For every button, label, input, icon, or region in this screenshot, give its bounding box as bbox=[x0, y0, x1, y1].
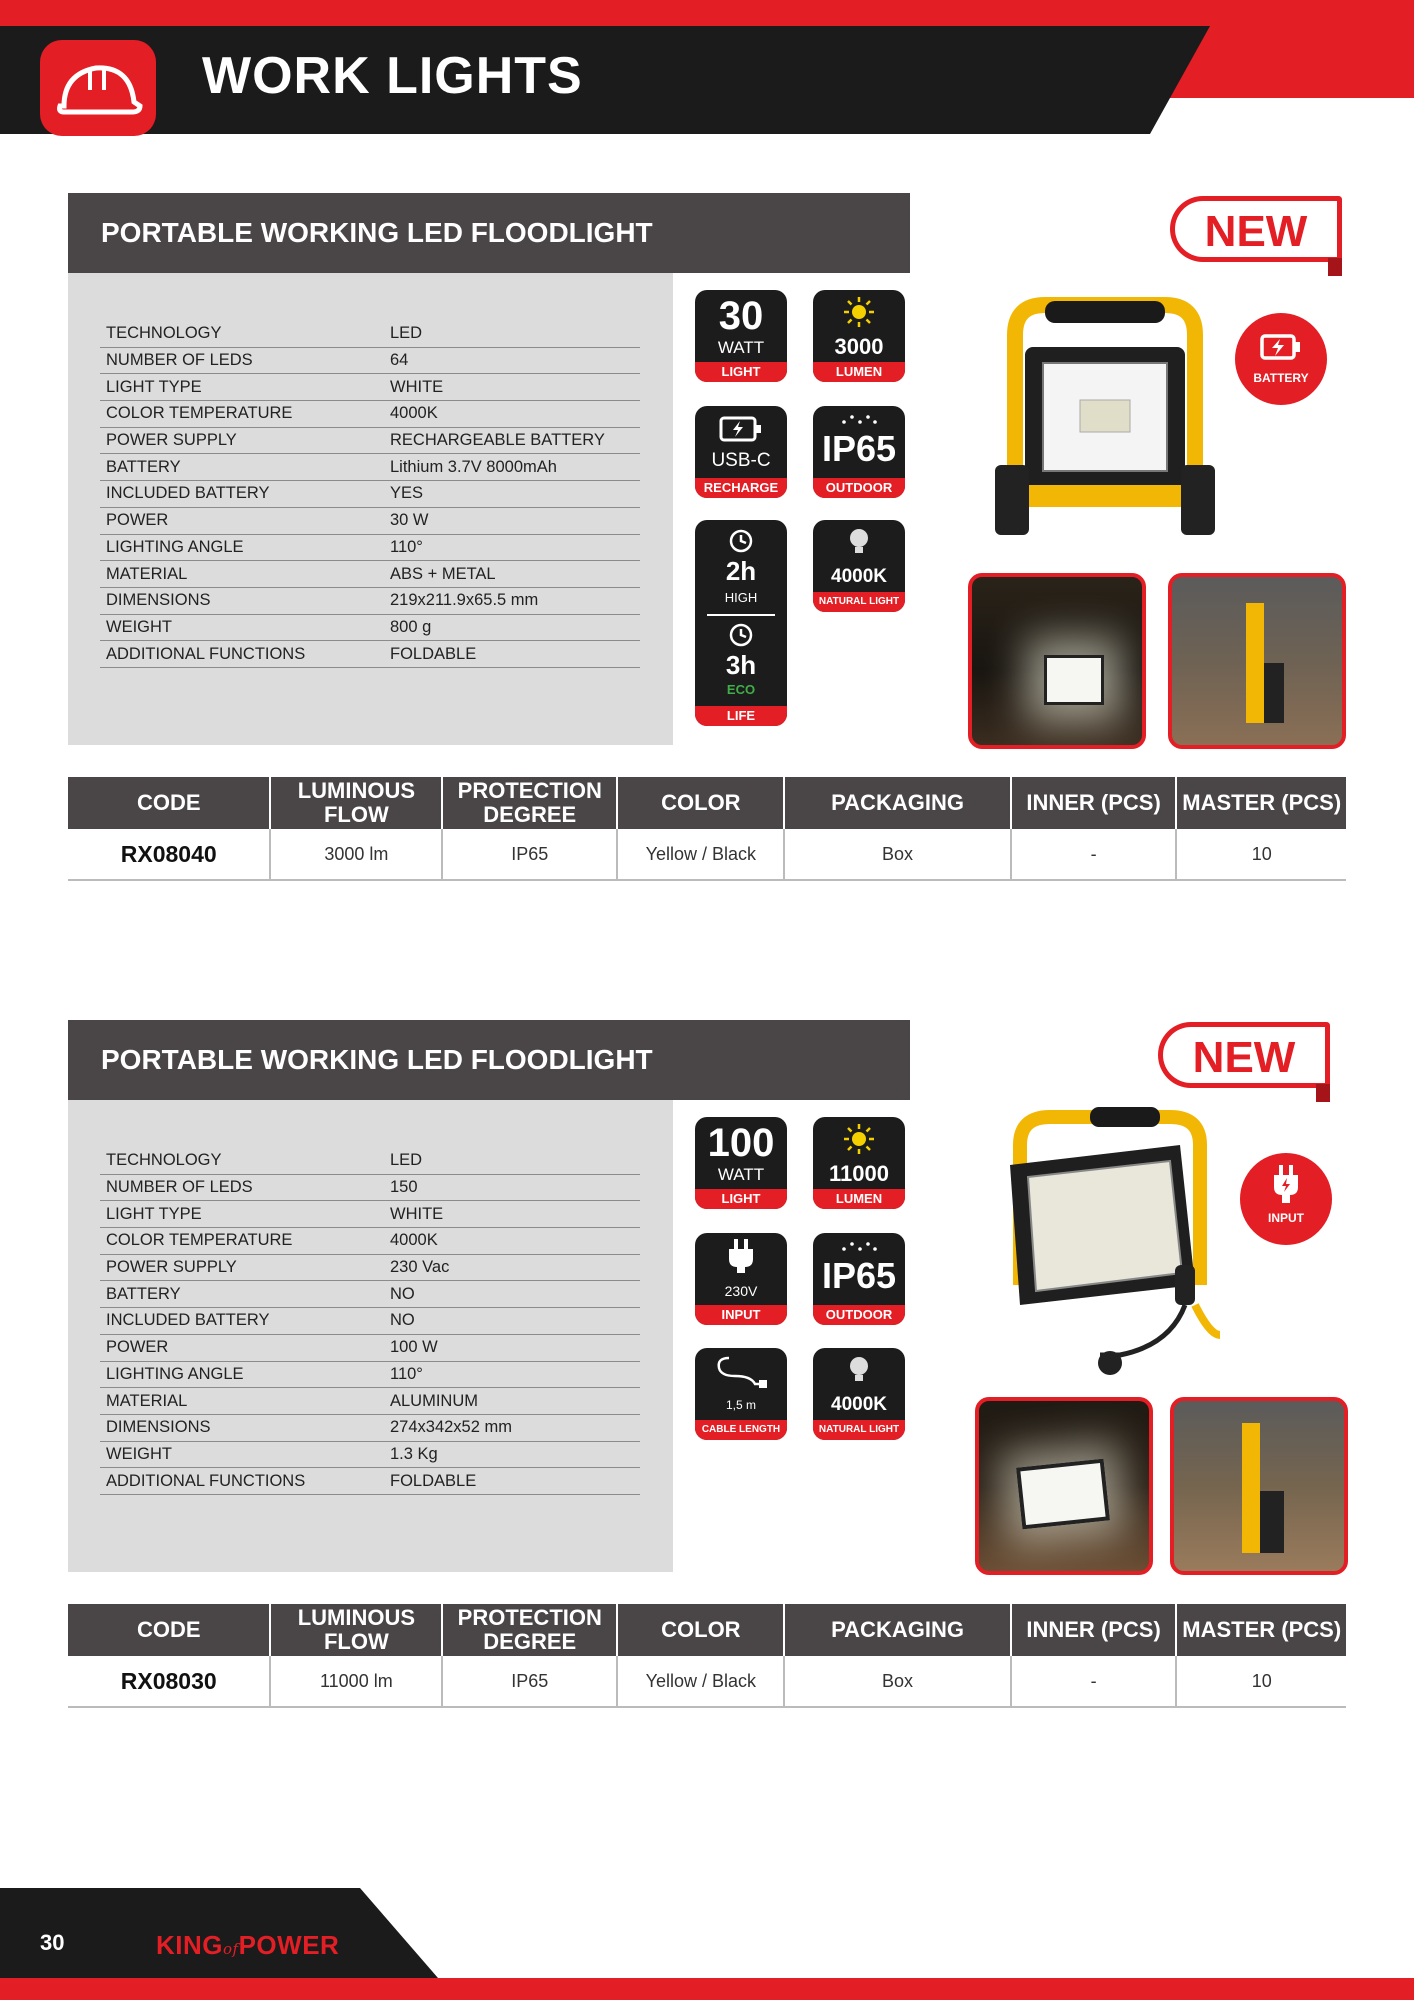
spec-value: ALUMINUM bbox=[384, 1388, 640, 1415]
spec-value: YES bbox=[384, 481, 640, 508]
type-badge-label: BATTERY bbox=[1253, 371, 1309, 385]
input-feature bbox=[695, 1233, 787, 1325]
spec-panel bbox=[68, 273, 673, 745]
spec-row bbox=[100, 1388, 640, 1415]
spec-value: ABS + METAL bbox=[384, 561, 640, 588]
usb-label: RECHARGE bbox=[695, 478, 787, 498]
spec-table bbox=[100, 321, 640, 668]
spec-row bbox=[100, 454, 640, 481]
usb-feature bbox=[695, 406, 787, 498]
ip-value: IP65 bbox=[821, 1255, 897, 1296]
spec-value: 110° bbox=[384, 534, 640, 561]
spec-key: ADDITIONAL FUNCTIONS bbox=[100, 641, 384, 668]
cable-label: CABLE LENGTH bbox=[695, 1420, 787, 1440]
bulb-icon bbox=[845, 526, 873, 558]
table-cell: 11000 lm bbox=[270, 1656, 442, 1707]
ip-label: OUTDOOR bbox=[813, 1305, 905, 1325]
column-header: PROTECTION DEGREE bbox=[442, 1604, 617, 1656]
lumen-feature bbox=[813, 290, 905, 382]
table-row bbox=[68, 1656, 1346, 1707]
floodlight-product-image bbox=[985, 295, 1225, 555]
spec-row bbox=[100, 427, 640, 454]
watt-value: 30 bbox=[718, 294, 764, 338]
spec-value: WHITE bbox=[384, 374, 640, 401]
battery-charging-icon bbox=[1259, 331, 1303, 365]
spec-key: COLOR TEMPERATURE bbox=[100, 1228, 384, 1255]
page-title: WORK LIGHTS bbox=[202, 47, 583, 105]
spec-value: RECHARGEABLE BATTERY bbox=[384, 427, 640, 454]
spec-row bbox=[100, 534, 640, 561]
spec-value: 110° bbox=[384, 1361, 640, 1388]
spec-value: 1.3 Kg bbox=[384, 1441, 640, 1468]
table-cell: 10 bbox=[1176, 829, 1346, 880]
spec-key: POWER bbox=[100, 1334, 384, 1361]
watt-unit: WATT bbox=[717, 338, 765, 357]
column-header: PACKAGING bbox=[784, 777, 1010, 829]
new-badge: NEW bbox=[1170, 196, 1342, 262]
product-title: PORTABLE WORKING LED FLOODLIGHT bbox=[68, 1020, 910, 1100]
spec-key: DIMENSIONS bbox=[100, 587, 384, 614]
spec-row bbox=[100, 1281, 640, 1308]
lumen-value: 3000 bbox=[834, 334, 884, 359]
spec-row bbox=[100, 641, 640, 668]
column-header: COLOR bbox=[617, 777, 784, 829]
table-cell: IP65 bbox=[442, 1656, 617, 1707]
life-high-time: 2h bbox=[725, 556, 757, 586]
carry-photo bbox=[1170, 1397, 1348, 1575]
spec-row bbox=[100, 1174, 640, 1201]
spec-row bbox=[100, 321, 640, 347]
carry-handle bbox=[1246, 603, 1264, 723]
spec-value: LED bbox=[384, 321, 640, 347]
spec-row bbox=[100, 1468, 640, 1495]
product-code-table bbox=[68, 1604, 1346, 1708]
spec-value: 100 W bbox=[384, 1334, 640, 1361]
brand-word-power: POWER bbox=[238, 1930, 340, 1960]
rain-icon bbox=[839, 412, 879, 426]
spec-row bbox=[100, 561, 640, 588]
column-header: PACKAGING bbox=[784, 1604, 1010, 1656]
watt-label: LIGHT bbox=[695, 1189, 787, 1209]
life-label: LIFE bbox=[695, 706, 787, 726]
ip-feature bbox=[813, 1233, 905, 1325]
spec-value: 4000K bbox=[384, 401, 640, 428]
plug-icon bbox=[725, 1237, 757, 1275]
type-badge-label: INPUT bbox=[1268, 1211, 1304, 1225]
spec-row bbox=[100, 1148, 640, 1174]
table-cell: IP65 bbox=[442, 829, 617, 880]
life-eco-time: 3h bbox=[725, 650, 757, 680]
spec-row bbox=[100, 507, 640, 534]
spec-key: WEIGHT bbox=[100, 1441, 384, 1468]
spec-row bbox=[100, 1254, 640, 1281]
battery-type-badge bbox=[1235, 313, 1327, 405]
page-number: 30 bbox=[40, 1930, 65, 1955]
column-header: PROTECTION DEGREE bbox=[442, 777, 617, 829]
spec-value: WHITE bbox=[384, 1201, 640, 1228]
header-black-band bbox=[0, 26, 1210, 134]
bulb-icon bbox=[845, 1354, 873, 1386]
spec-key: WEIGHT bbox=[100, 614, 384, 641]
table-cell: Yellow / Black bbox=[617, 1656, 784, 1707]
kelvin-label: NATURAL LIGHT bbox=[813, 592, 905, 612]
lumen-feature bbox=[813, 1117, 905, 1209]
spec-row bbox=[100, 1441, 640, 1468]
column-header: COLOR bbox=[617, 1604, 784, 1656]
spec-value: 4000K bbox=[384, 1228, 640, 1255]
timer-icon bbox=[727, 620, 755, 648]
spec-row bbox=[100, 1334, 640, 1361]
watt-label: LIGHT bbox=[695, 362, 787, 382]
spec-key: LIGHT TYPE bbox=[100, 1201, 384, 1228]
input-type-badge bbox=[1240, 1153, 1332, 1245]
spec-key: BATTERY bbox=[100, 1281, 384, 1308]
spec-key: MATERIAL bbox=[100, 1388, 384, 1415]
spec-value: 274x342x52 mm bbox=[384, 1414, 640, 1441]
usb-value: USB-C bbox=[711, 450, 771, 471]
spec-key: INCLUDED BATTERY bbox=[100, 1308, 384, 1335]
input-value: 230V bbox=[724, 1283, 758, 1299]
spec-value: 800 g bbox=[384, 614, 640, 641]
life-high-mode: HIGH bbox=[724, 590, 758, 605]
spec-panel bbox=[68, 1100, 673, 1572]
rain-icon bbox=[839, 1239, 879, 1253]
table-row bbox=[68, 829, 1346, 880]
product-code-table bbox=[68, 777, 1346, 881]
spec-row bbox=[100, 401, 640, 428]
watt-feature bbox=[695, 290, 787, 382]
spec-row bbox=[100, 1228, 640, 1255]
column-header: LUMINOUS FLOW bbox=[270, 777, 442, 829]
spec-value: NO bbox=[384, 1281, 640, 1308]
cable-icon bbox=[711, 1354, 771, 1394]
brand-word-king: KING bbox=[156, 1930, 223, 1960]
carry-lamp bbox=[1260, 1491, 1284, 1553]
lumen-label: LUMEN bbox=[813, 1189, 905, 1209]
spec-key: DIMENSIONS bbox=[100, 1414, 384, 1441]
spec-key: POWER SUPPLY bbox=[100, 1254, 384, 1281]
spec-key: BATTERY bbox=[100, 454, 384, 481]
hard-hat-icon bbox=[40, 40, 156, 136]
badge-ribbon-tail bbox=[1316, 1084, 1330, 1102]
spec-row bbox=[100, 1414, 640, 1441]
lit-floodlight bbox=[1016, 1459, 1110, 1530]
sun-icon bbox=[843, 1123, 875, 1155]
product-title: PORTABLE WORKING LED FLOODLIGHT bbox=[68, 193, 910, 273]
table-cell: 10 bbox=[1176, 1656, 1346, 1707]
column-header: INNER (PCS) bbox=[1011, 1604, 1177, 1656]
table-cell: Box bbox=[784, 829, 1010, 880]
watt-feature bbox=[695, 1117, 787, 1209]
spec-key: POWER bbox=[100, 507, 384, 534]
new-badge: NEW bbox=[1158, 1022, 1330, 1088]
spec-value: Lithium 3.7V 8000mAh bbox=[384, 454, 640, 481]
spec-key: NUMBER OF LEDS bbox=[100, 1174, 384, 1201]
spec-key: POWER SUPPLY bbox=[100, 427, 384, 454]
spec-key: LIGHTING ANGLE bbox=[100, 534, 384, 561]
table-cell: Yellow / Black bbox=[617, 829, 784, 880]
spec-row bbox=[100, 347, 640, 374]
spec-row bbox=[100, 481, 640, 508]
kelvin-feature bbox=[813, 1348, 905, 1440]
spec-value: 30 W bbox=[384, 507, 640, 534]
product-code: RX08040 bbox=[68, 829, 270, 880]
spec-value: 219x211.9x65.5 mm bbox=[384, 587, 640, 614]
brand-logo bbox=[156, 1930, 339, 1961]
spec-value: FOLDABLE bbox=[384, 1468, 640, 1495]
battery-charging-icon bbox=[719, 416, 763, 442]
sun-icon bbox=[843, 296, 875, 328]
lumen-value: 11000 bbox=[829, 1161, 889, 1186]
ip-label: OUTDOOR bbox=[813, 478, 905, 498]
cable-feature bbox=[695, 1348, 787, 1440]
kelvin-feature bbox=[813, 520, 905, 612]
kelvin-value: 4000K bbox=[831, 566, 887, 587]
spec-value: NO bbox=[384, 1308, 640, 1335]
spec-row bbox=[100, 1361, 640, 1388]
watt-unit: WATT bbox=[717, 1165, 765, 1184]
spec-key: MATERIAL bbox=[100, 561, 384, 588]
ip-feature bbox=[813, 406, 905, 498]
spec-key: INCLUDED BATTERY bbox=[100, 481, 384, 508]
badge-ribbon-tail bbox=[1328, 258, 1342, 276]
product-code: RX08030 bbox=[68, 1656, 270, 1707]
column-header: INNER (PCS) bbox=[1011, 777, 1177, 829]
spec-row bbox=[100, 587, 640, 614]
table-cell: - bbox=[1011, 1656, 1177, 1707]
column-header: MASTER (PCS) bbox=[1176, 1604, 1346, 1656]
spec-key: TECHNOLOGY bbox=[100, 1148, 384, 1174]
divider bbox=[707, 614, 775, 616]
floodlight-product-image bbox=[980, 1105, 1220, 1385]
carry-handle bbox=[1242, 1423, 1260, 1553]
spec-key: TECHNOLOGY bbox=[100, 321, 384, 347]
spec-key: LIGHT TYPE bbox=[100, 374, 384, 401]
spec-row bbox=[100, 614, 640, 641]
spec-key: COLOR TEMPERATURE bbox=[100, 401, 384, 428]
column-header: LUMINOUS FLOW bbox=[270, 1604, 442, 1656]
life-eco-mode: ECO bbox=[726, 682, 756, 697]
spec-row bbox=[100, 1308, 640, 1335]
spec-value: FOLDABLE bbox=[384, 641, 640, 668]
input-label: INPUT bbox=[695, 1305, 787, 1325]
kelvin-label: NATURAL LIGHT bbox=[813, 1420, 905, 1440]
column-header: CODE bbox=[68, 777, 270, 829]
kelvin-value: 4000K bbox=[831, 1394, 887, 1415]
table-cell: - bbox=[1011, 829, 1177, 880]
footer-red-band bbox=[0, 1978, 1414, 2000]
carry-lamp bbox=[1264, 663, 1284, 723]
lumen-label: LUMEN bbox=[813, 362, 905, 382]
brand-word-of: of bbox=[223, 1940, 239, 1958]
table-cell: Box bbox=[784, 1656, 1010, 1707]
carry-photo bbox=[1168, 573, 1346, 749]
cable-value: 1,5 m bbox=[725, 1398, 756, 1412]
spec-value: 64 bbox=[384, 347, 640, 374]
spec-key: NUMBER OF LEDS bbox=[100, 347, 384, 374]
spec-row bbox=[100, 1201, 640, 1228]
spec-table bbox=[100, 1148, 640, 1495]
watt-value: 100 bbox=[707, 1121, 775, 1165]
column-header: CODE bbox=[68, 1604, 270, 1656]
ip-value: IP65 bbox=[821, 428, 897, 469]
night-use-photo bbox=[975, 1397, 1153, 1575]
spec-value: 150 bbox=[384, 1174, 640, 1201]
spec-key: LIGHTING ANGLE bbox=[100, 1361, 384, 1388]
spec-key: ADDITIONAL FUNCTIONS bbox=[100, 1468, 384, 1495]
timer-icon bbox=[727, 526, 755, 554]
spec-value: LED bbox=[384, 1148, 640, 1174]
night-use-photo bbox=[968, 573, 1146, 749]
lit-floodlight bbox=[1044, 655, 1104, 705]
column-header: MASTER (PCS) bbox=[1176, 777, 1346, 829]
spec-row bbox=[100, 374, 640, 401]
spec-value: 230 Vac bbox=[384, 1254, 640, 1281]
plug-icon bbox=[1270, 1163, 1302, 1207]
table-cell: 3000 lm bbox=[270, 829, 442, 880]
life-feature bbox=[695, 520, 787, 726]
